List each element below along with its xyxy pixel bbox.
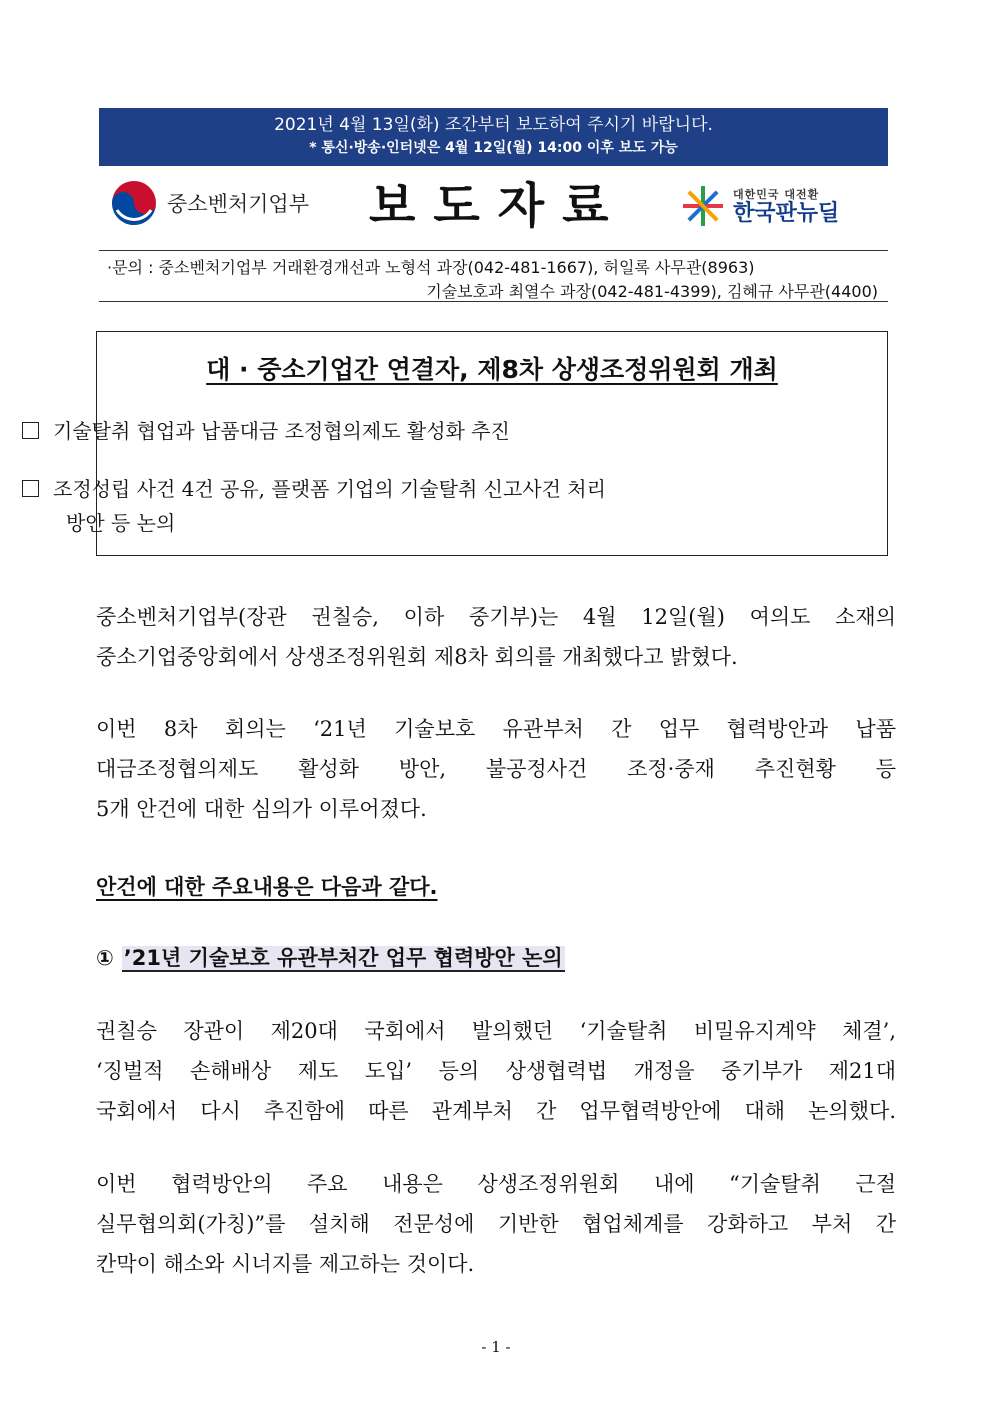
ministry-logo	[111, 180, 309, 226]
square-bullet-icon	[22, 480, 39, 497]
paragraph-4-line-2: 실무협의회(가칭)”를 설치해 전문성에 기반한 협업체계를 강화하고 부처 간	[96, 1212, 896, 1236]
summary-bullet-1	[22, 414, 510, 448]
paragraph-4-line-3: 칸막이 해소와 시너지를 제고하는 것이다.	[96, 1252, 475, 1276]
new-deal-subtitle: 대한민국 대전환	[733, 188, 820, 201]
contact-line-1: ·문의 : 중소벤처기업부 거래환경개선과 노형석 과장(042-481-1667), 허일록 사무관(8963)	[107, 258, 755, 277]
paragraph-2-line-3: 5개 안건에 대한 심의가 이루어졌다.	[96, 797, 427, 821]
contact-info	[99, 250, 888, 302]
press-header	[99, 172, 888, 246]
square-bullet-icon	[22, 422, 39, 439]
embargo-banner	[99, 108, 888, 166]
agenda-item-number: ①	[96, 946, 114, 970]
paragraph-2-line-2: 대금조정협의제도 활성화 방안, 불공정사건 조정·중재 추진현황 등	[96, 757, 896, 781]
paragraph-1-line-1: 중소벤처기업부(장관 권칠승, 이하 중기부)는 4월 12일(월) 여의도 소재의	[96, 605, 896, 629]
embargo-line-2: * 통신·방송·인터넷은 4월 12일(월) 14:00 이후 보도 가능	[309, 140, 678, 156]
embargo-line-1: 2021년 4월 13일(화) 조간부터 보도하여 주시기 바랍니다.	[274, 115, 713, 135]
summary-bullet-1-text: 기술탈취 협업과 납품대금 조정협의제도 활성화 추진	[53, 419, 510, 443]
new-deal-star-icon	[681, 184, 725, 228]
headline: 대 · 중소기업간 연결자, 제8차 상생조정위원회 개최	[206, 355, 778, 384]
paragraph-2-line-1: 이번 8차 회의는 ‘21년 기술보호 유관부처 간 업무 협력방안과 납품	[96, 717, 896, 741]
paragraph-3	[96, 1011, 896, 1131]
paragraph-3-line-3: 국회에서 다시 추진함에 따른 관계부처 간 업무협력방안에 대해 논의했다.	[96, 1099, 896, 1123]
new-deal-title: 한국판뉴딜	[733, 201, 840, 226]
summary-bullet-2-text-1: 조정성립 사건 4건 공유, 플랫폼 기업의 기술탈취 신고사건 처리	[53, 477, 606, 501]
section-heading: 안건에 대한 주요내용은 다음과 같다.	[96, 875, 438, 899]
paragraph-1	[96, 597, 896, 677]
paragraph-3-line-2: ‘징벌적 손해배상 제도 도입’ 등의 상생협력법 개정을 중기부가 제21대	[96, 1059, 896, 1083]
paragraph-2	[96, 709, 896, 829]
ministry-name: 중소벤처기업부	[167, 192, 310, 216]
paragraph-4	[96, 1164, 896, 1284]
summary-bullet-2-text-2: 방안 등 논의	[66, 511, 176, 535]
taegeuk-emblem-icon	[111, 180, 157, 226]
paragraph-4-line-1: 이번 협력방안의 주요 내용은 상생조정위원회 내에 “기술탈취 근절	[96, 1172, 896, 1196]
paragraph-1-line-2: 중소기업중앙회에서 상생조정위원회 제8차 회의를 개최했다고 밝혔다.	[96, 645, 738, 669]
contact-line-2: 기술보호과 최열수 과장(042-481-4399), 김혜규 사무관(4400)	[426, 282, 878, 301]
agenda-item-1-heading	[96, 942, 565, 972]
page-number: - 1 -	[481, 1338, 511, 1356]
new-deal-logo	[681, 184, 839, 228]
press-release-title: 보도자료	[369, 178, 627, 234]
summary-bullet-2	[22, 472, 782, 540]
paragraph-3-line-1: 권칠승 장관이 제20대 국회에서 발의했던 ‘기술탈취 비밀유지계약 체결’,	[96, 1019, 896, 1043]
agenda-item-title: ’21년 기술보호 유관부처간 업무 협력방안 논의	[123, 946, 563, 970]
